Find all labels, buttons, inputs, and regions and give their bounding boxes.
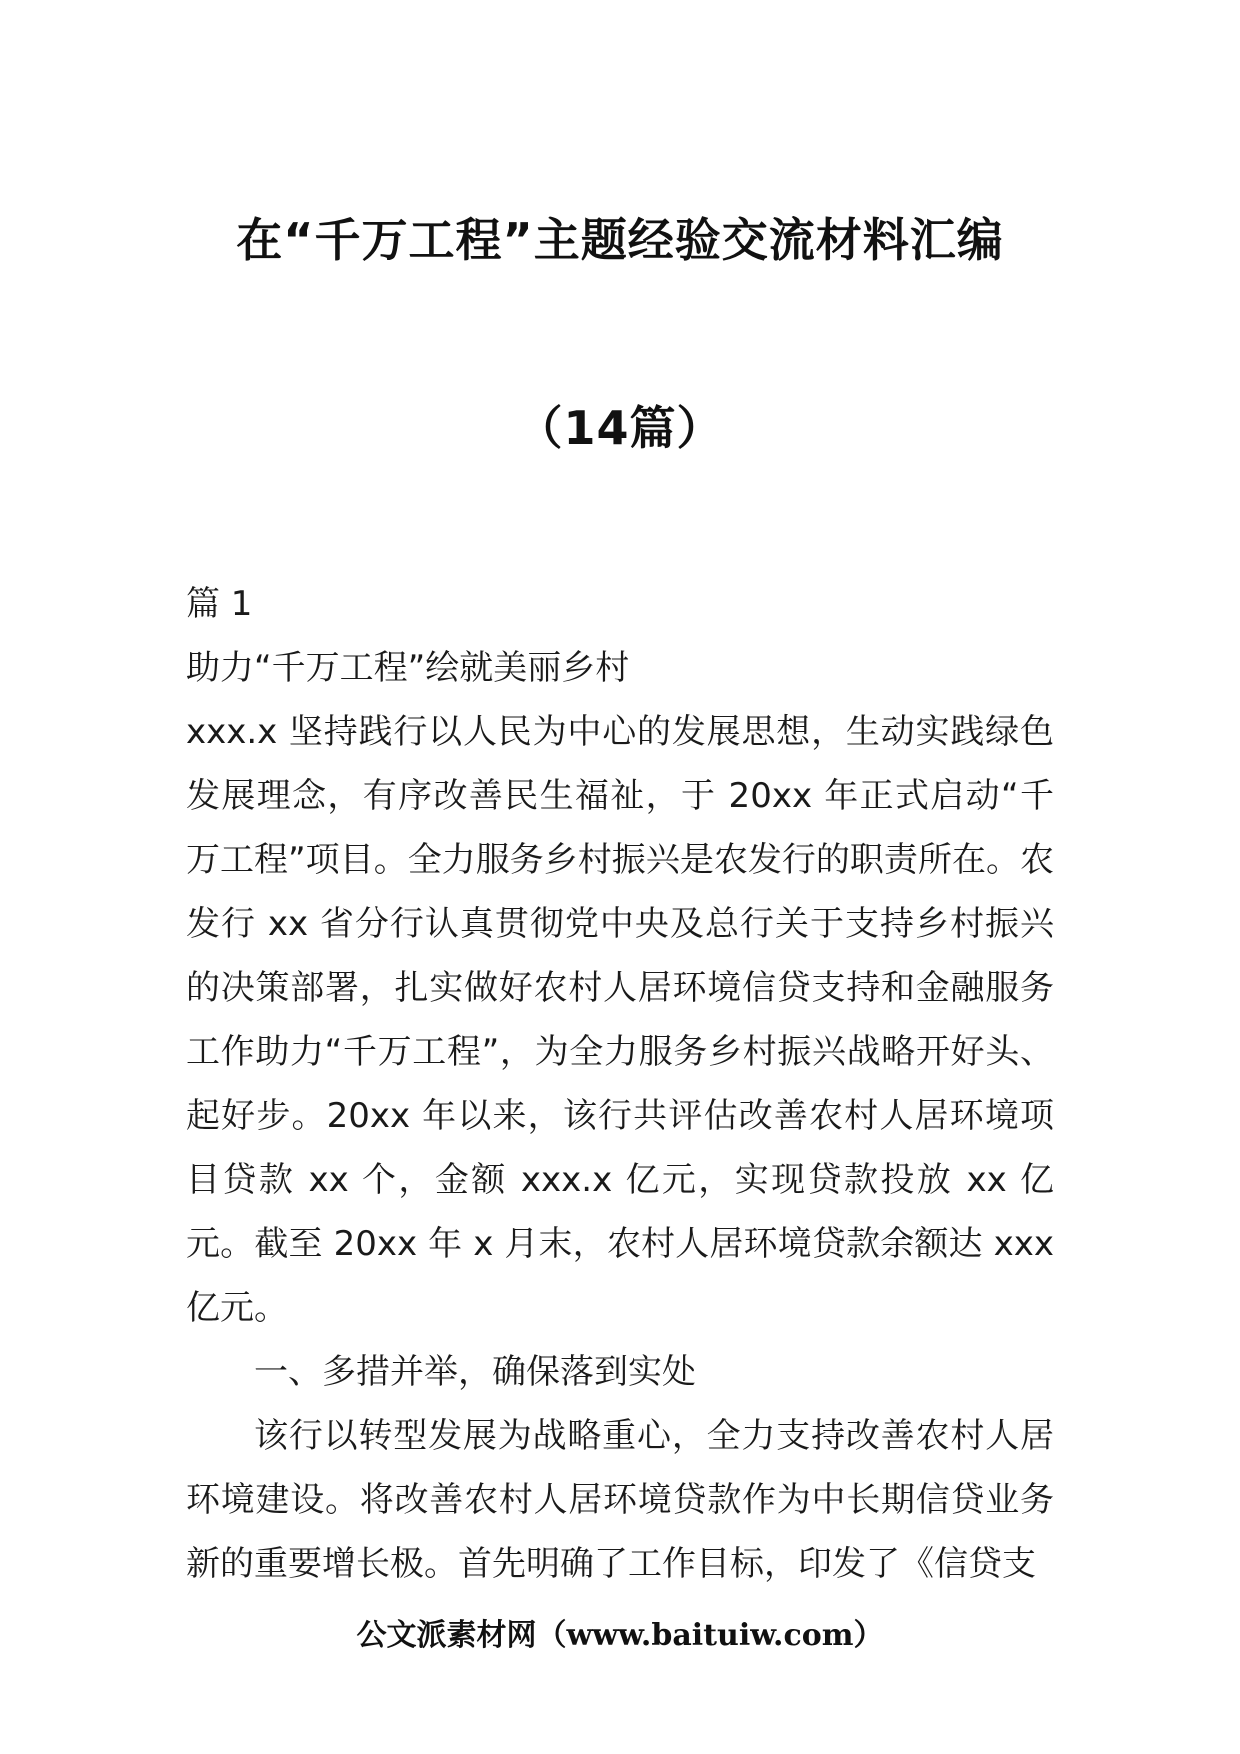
paragraph: 该行以转型发展为战略重心，全力支持改善农村人居环境建设。将改善农村人居环境贷款作为中长期信贷业务新的重要增长极。首先明确了工作目标，印发了《信贷支 [186, 1416, 1054, 1584]
section-heading: 一、多措并举，确保落到实处 [254, 1352, 696, 1392]
document-body [186, 572, 1054, 1596]
footer-watermark: 公文派素材网（www.baituiw.com） [356, 1618, 884, 1653]
document-subtitle: （14篇） [516, 401, 724, 455]
document-title: 在“千万工程”主题经验交流材料汇编 [236, 213, 1004, 267]
section-label: 篇 1 [186, 584, 253, 624]
article-title: 助力“千万工程”绘就美丽乡村 [186, 648, 630, 688]
paragraph: xxx.x 坚持践行以人民为中心的发展思想，生动实践绿色发展理念，有序改善民生福祉，于 20xx 年正式启动“千万工程”项目。全力服务乡村振兴是农发行的职责所在。农发行 xx 省分行认真贯彻党中央及总行关于支持乡村振兴的决策部署，扎实做好农村人居环境信贷支持和金融服务工作助力“千万工程”，为全力服务乡村振兴战略开好头、起好步。20xx 年以来，该行共评估改善农村人居环境项目贷款 xx 个，金额 xxx.x 亿元，实现贷款投放 xx 亿元。截至 20xx 年 x 月末，农村人居环境贷款余额达 xxx 亿元。 [186, 712, 1054, 1328]
